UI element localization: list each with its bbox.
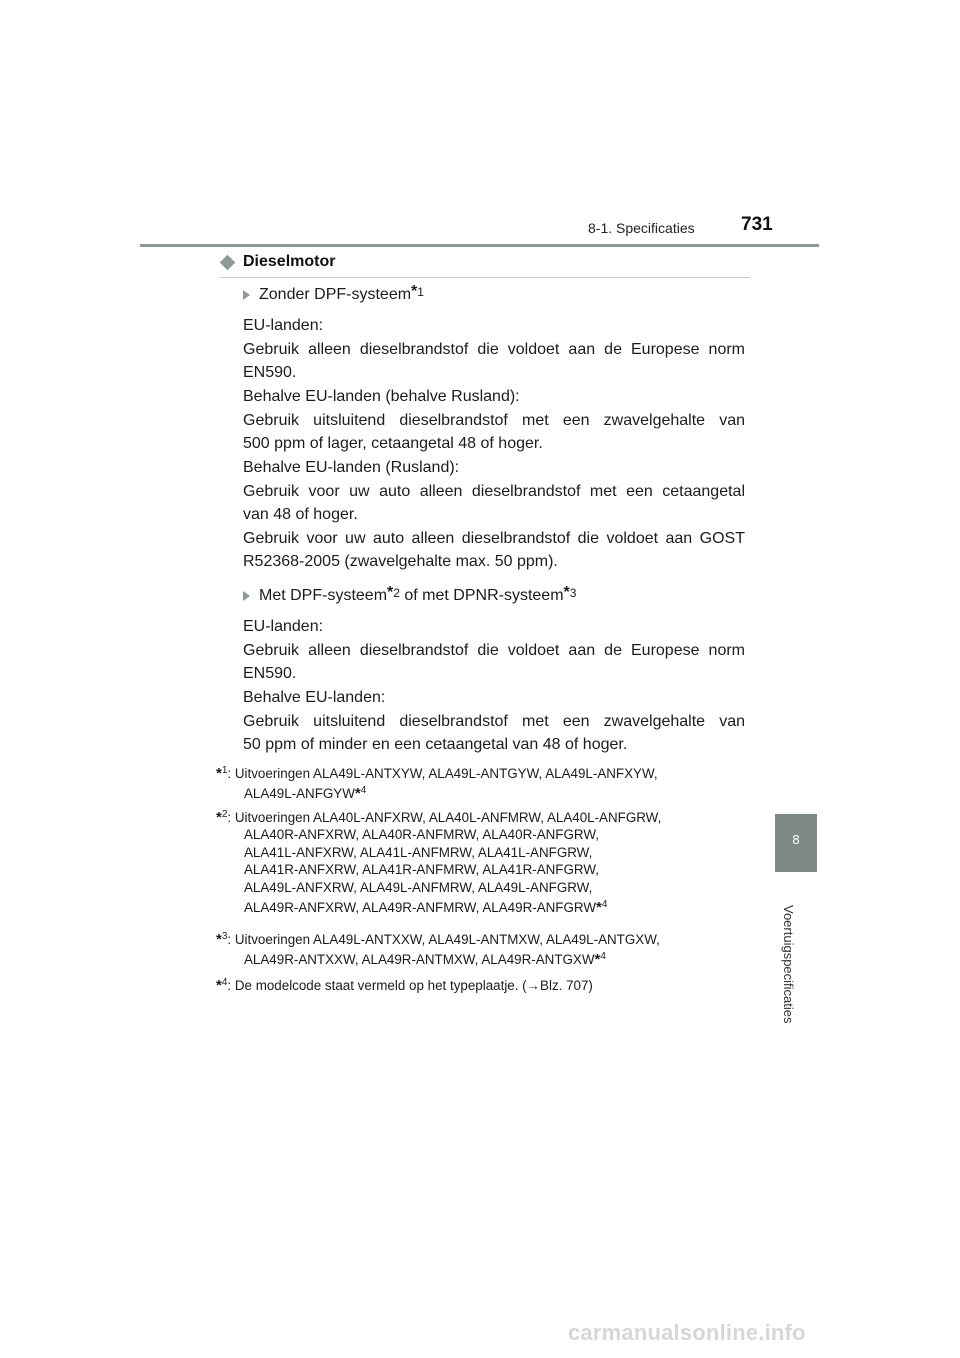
paragraph-line: EN590. [243,364,297,382]
footnote-line: ALA49R-ANFXRW, ALA49R-ANFMRW, ALA49R-ANFGRW [244,900,596,916]
paragraph-line: EU-landen: [243,618,324,635]
paragraph-line: R52368-2005 (zwavelgehalte max. 50 ppm). [243,553,558,571]
page-number: 731 [741,214,773,235]
watermark: carmanualsonline.info [568,1320,806,1345]
paragraph-line: Behalve EU-landen (behalve Rusland): [243,388,520,405]
footnote-line: ALA41R-ANFXRW, ALA41R-ANFMRW, ALA41R-ANFGRW, [244,862,599,878]
footnote-line: De modelcode staat vermeld op het typeplaatje. (→Blz. 707) [234,978,593,993]
paragraph-russia [243,456,745,574]
footnote-4: *$^4$: De modelcode staat vermeld op het typeplaatje. (→Blz. 707) [216,977,593,994]
paragraph-line: Gebruik alleen dieselbrandstof die voldoet aan de Europese norm [243,641,745,659]
paragraph-line: EU-landen: [243,317,324,334]
subheading-text: Zonder DPF-systeem [259,286,412,303]
triangle-bullet-icon [243,591,250,601]
subheading-text-middle: of met DPNR-systeem [399,587,564,604]
paragraph-line: van 48 of hoger. [243,506,358,524]
paragraph-non-eu-dpf [243,686,745,757]
footnote-line: ALA40R-ANFXRW, ALA40R-ANFMRW, ALA40R-ANFGRW, [244,827,599,843]
paragraph-line: 500 ppm of lager, cetaangetal 48 of hoger. [243,435,543,453]
chapter-label: Voertuigspecificaties [781,905,796,1024]
subheading-text: Met DPF-systeem [259,587,388,604]
footnote-ref: *2 [387,584,400,601]
footnote-line: ALA41L-ANFXRW, ALA41L-ANFMRW, ALA41L-ANFGRW, [244,844,593,860]
diamond-bullet-icon [220,254,236,270]
chapter-tab [775,814,817,872]
paragraph-line: EN590. [243,665,297,683]
footnote-line: ALA49R-ANTXXW, ALA49R-ANTMXW, ALA49R-ANTGXW [244,952,595,968]
paragraph-line: Behalve EU-landen: [243,689,386,706]
paragraph-line: Gebruik voor uw auto alleen dieselbrandstof met een cetaangetal [243,482,745,500]
paragraph-line: Gebruik uitsluitend dieselbrandstof met een zwavelgehalte van [243,712,745,730]
header-rule [140,244,819,247]
paragraph-line: Gebruik alleen dieselbrandstof die voldoet aan de Europese norm [243,340,745,358]
footnote-line: ALA49L-ANFGYW [244,786,355,802]
section-title [219,253,335,271]
footnote-line: Uitvoeringen ALA40L-ANFXRW, ALA40L-ANFMRW, ALA40L-ANFGRW, [234,810,662,825]
footnote-line: Uitvoeringen ALA49L-ANTXXW, ALA49L-ANTMXW, ALA49L-ANTGXW, [234,932,660,947]
paragraph-line: Gebruik voor uw auto alleen dieselbrandstof die voldoet aan GOST [243,529,745,547]
paragraph-line: Behalve EU-landen (Rusland): [243,459,460,476]
footnote-line: ALA49L-ANFXRW, ALA49L-ANFMRW, ALA49L-ANFGRW, [244,879,593,895]
footnote-3: *$^3$: Uitvoeringen ALA49L-ANTXXW, ALA49L-ANTMXW, ALA49L-ANTGXW, ALA49R-ANTXXW, ALA49R-ANTMXW, ALA49R-ANTGXW*$^4$ [216,931,660,969]
footnote-2: *$^2$: Uitvoeringen ALA40L-ANFXRW, ALA40L-ANFMRW, ALA40L-ANFGRW, ALA40R-ANFXRW, ALA40R-ANFMRW, ALA40R-ANFGRW, ALA41L-ANFXRW, ALA41L-ANFMRW, ALA41L-ANFGRW, ALA41R-ANFXRW, ALA41R-ANFMRW, ALA41R-ANFGRW, ALA49L-ANFXRW, ALA49L-ANFMRW, ALA49L-ANFGRW, ALA49R-ANFXRW, ALA49R-ANFMRW, ALA49R-ANFGRW*$^4$ [216,806,776,916]
running-header-section: 8-1. Specificaties [588,220,695,236]
chapter-number: 8 [792,832,800,847]
footnote-line: Uitvoeringen ALA49L-ANTXYW, ALA49L-ANTGYW, ALA49L-ANFXYW, [234,766,658,781]
section-title-text: Dieselmotor [243,253,336,270]
paragraph-line: 50 ppm of minder en een cetaangetal van 48 of hoger. [243,736,628,754]
subheading-without-dpf [243,283,424,304]
footnote-1: *$^1$: Uitvoeringen ALA49L-ANTXYW, ALA49L-ANTGYW, ALA49L-ANFXYW, ALA49L-ANFGYW*$^4$ [216,765,658,803]
triangle-bullet-icon [243,290,250,300]
section-rule [219,277,750,278]
footnote-ref: *3 [563,584,577,601]
footnote-ref: *1 [411,283,424,300]
paragraph-line: Gebruik uitsluitend dieselbrandstof met een zwavelgehalte van [243,411,745,429]
paragraph-eu-dpf [243,615,745,686]
subheading-with-dpf [243,584,577,605]
paragraph-non-eu-excl-russia [243,385,745,456]
paragraph-eu [243,314,745,385]
